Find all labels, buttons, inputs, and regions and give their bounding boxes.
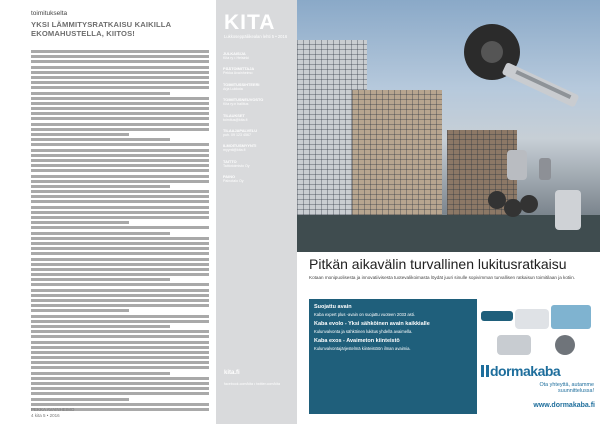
body-text-line xyxy=(31,50,209,53)
feature-heading: Kaba exos - Avaimeton kiinteistö xyxy=(314,338,400,344)
dormakaba-advert xyxy=(297,0,600,424)
feature-heading: Kaba evolo - Yksi sähköinen avain kaikkialle xyxy=(314,321,430,327)
body-text-line xyxy=(31,71,209,74)
body-text-line xyxy=(31,366,209,369)
body-text-line xyxy=(31,341,209,344)
masthead-block xyxy=(223,82,293,91)
masthead-list xyxy=(223,51,293,190)
masthead-heading: TOIMITUSSIHTEERI xyxy=(223,81,260,87)
section-label: toimitukselta xyxy=(31,10,68,17)
body-text-line xyxy=(31,143,209,146)
advert-slogan: Ota yhteyttä, autamme suunnittelussa! xyxy=(539,382,594,395)
body-text-line xyxy=(31,283,209,286)
body-text-line xyxy=(31,92,170,95)
masthead-heading: TAITTO xyxy=(223,158,237,164)
body-text-line xyxy=(31,66,209,69)
body-text-line xyxy=(31,226,209,229)
masthead-text: Kita ry • Helsinki xyxy=(223,56,250,60)
body-text-line xyxy=(31,315,209,318)
feature-list xyxy=(314,304,472,355)
masthead-heading: PAINO xyxy=(223,174,236,180)
article-headline: YKSI LÄMMITYSRATKAISU KAIKILLA EKOMAHUSTELLA, KIITOS! xyxy=(31,20,171,38)
masthead-heading: PÄÄTOIMITTAJA xyxy=(223,66,255,72)
body-text-line xyxy=(31,216,209,219)
body-text-line xyxy=(31,242,209,245)
masthead-text: Arja Lukkola xyxy=(223,86,243,91)
masthead-block xyxy=(223,143,293,152)
body-text-line xyxy=(31,55,209,58)
masthead-text: myynti@kita.fi xyxy=(223,148,246,153)
body-text-line xyxy=(31,159,209,162)
masthead-heading: TILAAJAPALVELU xyxy=(223,128,258,134)
body-text-line xyxy=(31,107,209,110)
masthead-text: Painotalo Oy xyxy=(223,179,244,184)
body-text-line xyxy=(31,195,209,198)
body-text-line xyxy=(31,102,209,105)
body-text-line xyxy=(31,237,209,240)
masthead-heading: JULKAISIJA xyxy=(223,51,246,56)
body-text-line xyxy=(31,294,209,297)
body-text-line xyxy=(31,258,209,261)
masthead-text: Kita ry:n hallitus xyxy=(223,102,249,107)
building-photo xyxy=(297,0,600,252)
masthead-block xyxy=(223,51,293,60)
body-text-line xyxy=(31,211,209,214)
feature-panel xyxy=(309,299,477,414)
body-text-line xyxy=(31,309,129,312)
page-number: 4 kita 5 • 2016 xyxy=(31,413,60,418)
body-text-line xyxy=(31,232,170,235)
key-illustration xyxy=(297,0,600,252)
body-text-line xyxy=(31,263,209,266)
body-text-line xyxy=(31,382,209,385)
body-text-line xyxy=(31,289,209,292)
body-text-line xyxy=(31,356,209,359)
body-text-line xyxy=(31,154,209,157)
body-text-line xyxy=(31,361,209,364)
masthead-text: Taittotoimisto Oy xyxy=(223,163,250,168)
masthead-heading: ILMOITUSMYYNTI xyxy=(223,143,257,149)
body-text-line xyxy=(31,76,209,79)
body-text-line xyxy=(31,403,209,406)
body-text-line xyxy=(31,133,129,136)
masthead-block xyxy=(223,97,293,106)
body-text-line xyxy=(31,149,209,152)
masthead-website: kita.fi xyxy=(224,370,240,376)
body-text-line xyxy=(31,278,170,281)
masthead-text: puh. 09 123 4567 xyxy=(223,133,251,138)
masthead-block xyxy=(223,174,293,183)
body-text-line xyxy=(31,268,209,271)
body-text-line xyxy=(31,86,209,89)
feature-text: Kulunvalvonta ja sähköinen lukitus yhdellä avaimella. xyxy=(314,329,413,334)
masthead-heading: TILAUKSET xyxy=(223,112,245,118)
body-text-line xyxy=(31,330,209,333)
body-text-line xyxy=(31,346,209,349)
body-text-line xyxy=(31,200,209,203)
body-text-line xyxy=(31,128,209,131)
body-text-line xyxy=(31,325,170,328)
body-text-line xyxy=(31,398,129,401)
body-text-line xyxy=(31,112,209,115)
body-text-line xyxy=(31,273,209,276)
advert-intro: Kotaan monipuolisesta ja innovatiivisesta tuotevalikoimasta löydät juuri sinulle sopivimman turvallisen ratkaisun toimitilaan ja kotiin. xyxy=(309,275,576,280)
body-text-line xyxy=(31,221,129,224)
masthead-block xyxy=(223,66,293,75)
masthead-block xyxy=(223,113,293,122)
body-text-line xyxy=(31,247,209,250)
masthead-heading: TOIMITUSNEUVOSTO xyxy=(223,97,264,103)
feature-heading: Suojattu avain xyxy=(314,304,352,310)
body-text-line xyxy=(31,387,209,390)
body-text-line xyxy=(31,138,170,141)
feature-text: Kulunvalvontajärjestelmä kiinteistöön ilman avaimia. xyxy=(314,346,411,351)
product-images xyxy=(479,301,597,361)
masthead-text: Pekka Avainheimo xyxy=(223,71,253,76)
body-text-line xyxy=(31,335,209,338)
body-text-line xyxy=(31,81,209,84)
body-text-line xyxy=(31,377,209,380)
masthead-subtitle: Lukkoseppäliikealan lehti 5 • 2016 xyxy=(224,34,288,39)
body-text-line xyxy=(31,185,170,188)
masthead-block xyxy=(223,128,293,137)
body-text-line xyxy=(31,304,209,307)
kita-logo: KITA xyxy=(224,11,276,34)
body-text-line xyxy=(31,97,209,100)
feature-text: Kaba expert plus -avain on suojattu vuoteen 2033 asti. xyxy=(314,312,416,317)
body-text-line xyxy=(31,164,209,167)
body-text-line xyxy=(31,299,209,302)
masthead-social: facebook.com/kita • twitter.com/kita xyxy=(224,382,280,386)
body-text-line xyxy=(31,206,209,209)
body-text-line xyxy=(31,351,209,354)
advert-url: www.dormakaba.fi xyxy=(533,402,595,409)
body-text-line xyxy=(31,190,209,193)
body-text-line xyxy=(31,372,170,375)
body-text-line xyxy=(31,123,209,126)
article-body xyxy=(31,50,209,412)
body-text-line xyxy=(31,117,209,120)
editorial-page xyxy=(0,0,215,424)
body-text-line xyxy=(31,320,209,323)
advert-title: Pitkän aikavälin turvallinen lukitusratkaisu xyxy=(309,256,567,272)
body-text-line xyxy=(31,252,209,255)
dormakaba-brand: dormakaba xyxy=(490,363,561,379)
body-text-line xyxy=(31,60,209,63)
article-author: PEKKA AVAINHEIMO xyxy=(31,407,75,412)
masthead-sidebar xyxy=(216,0,297,424)
masthead-text: toimitus@kita.fi xyxy=(223,117,248,122)
masthead-block xyxy=(223,159,293,168)
body-text-line xyxy=(31,169,209,172)
body-text-line xyxy=(31,392,209,395)
body-text-line xyxy=(31,180,209,183)
body-text-line xyxy=(31,175,209,178)
